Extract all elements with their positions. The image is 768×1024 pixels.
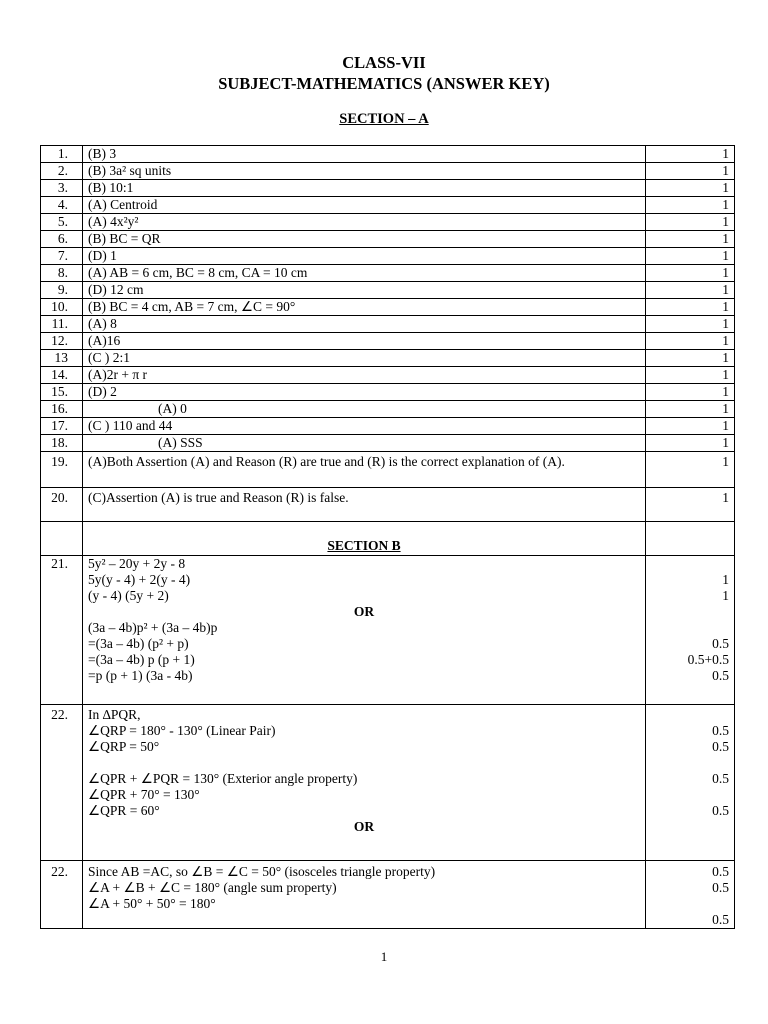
question-number: 16. (41, 401, 83, 418)
section-a-rows (41, 146, 735, 522)
answer-cell (83, 861, 646, 929)
marks-cell: 1 (646, 248, 735, 265)
marks-cell: 1 (646, 333, 735, 350)
mark: 1 (722, 572, 729, 587)
answer-cell: (B) 3 (83, 146, 646, 163)
page-number: 1 (380, 949, 388, 964)
marks-cell: 1 (646, 282, 735, 299)
question-number: 21. (41, 556, 83, 705)
question-row (41, 316, 735, 333)
question-number: 22. (41, 861, 83, 929)
section-b-heading: SECTION B (83, 522, 646, 556)
question-number: 18. (41, 435, 83, 452)
marks-cell: 1 (646, 350, 735, 367)
or-label: OR (353, 604, 375, 619)
mark: 0.5 (712, 739, 729, 754)
question-row (41, 146, 735, 163)
mark: 0.5 (712, 723, 729, 738)
question-22-alt-row (41, 861, 735, 929)
mark: 0.5 (712, 668, 729, 683)
question-number: 6. (41, 231, 83, 248)
step-line: ∠QRP = 50° (88, 739, 160, 754)
step-line: Since AB =AC, so ∠B = ∠C = 50° (isosceles triangle property) (88, 864, 436, 879)
answer-cell: (B) 3a² sq units (83, 163, 646, 180)
answer-cell: (D) 1 (83, 248, 646, 265)
question-number: 5. (41, 214, 83, 231)
question-number: 3. (41, 180, 83, 197)
question-row (41, 401, 735, 418)
marks-cell: 1 (646, 299, 735, 316)
answer-cell: (A) 0 (83, 401, 646, 418)
answer-cell: (A) Centroid (83, 197, 646, 214)
question-number: 8. (41, 265, 83, 282)
step-line: ∠QPR + ∠PQR = 130° (Exterior angle property) (88, 771, 358, 786)
question-row (41, 231, 735, 248)
question-number: 17. (41, 418, 83, 435)
step-line: (y - 4) (5y + 2) (88, 588, 169, 603)
marks-cell: 1 (646, 488, 735, 522)
answer-cell: (D) 12 cm (83, 282, 646, 299)
mark: 0.5 (712, 636, 729, 651)
step-line: =p (p + 1) (3a - 4b) (88, 668, 193, 683)
question-number: 7. (41, 248, 83, 265)
answer-cell: (A) 8 (83, 316, 646, 333)
answer-key-table (40, 145, 735, 929)
question-number: 14. (41, 367, 83, 384)
question-row (41, 214, 735, 231)
mark: 0.5 (712, 880, 729, 895)
subject-title: SUBJECT-MATHEMATICS (ANSWER KEY) (218, 74, 550, 93)
mark: 0.5+0.5 (687, 652, 729, 667)
or-label: OR (353, 819, 375, 834)
section-b (41, 522, 735, 929)
answer-cell: (C ) 2:1 (83, 350, 646, 367)
step-line: 5y(y - 4) + 2(y - 4) (88, 572, 191, 587)
mark: 0.5 (712, 803, 729, 818)
question-21-row (41, 556, 735, 705)
answer-cell: (A)16 (83, 333, 646, 350)
step-line: ∠QPR = 60° (88, 803, 160, 818)
mark: 1 (722, 588, 729, 603)
question-row (41, 180, 735, 197)
marks-cell: 1 (646, 197, 735, 214)
step-line: ∠QRP = 180° - 130° (Linear Pair) (88, 723, 276, 738)
answer-cell: (B) 10:1 (83, 180, 646, 197)
question-row (41, 282, 735, 299)
question-number: 11. (41, 316, 83, 333)
answer-cell: (C)Assertion (A) is true and Reason (R) is false. (83, 488, 646, 522)
question-row (41, 488, 735, 522)
marks-cell: 1 (646, 180, 735, 197)
marks-cell: 1 (646, 452, 735, 488)
question-row (41, 384, 735, 401)
question-number: 2. (41, 163, 83, 180)
class-title: CLASS-VII (342, 53, 426, 72)
question-row (41, 333, 735, 350)
question-number: 4. (41, 197, 83, 214)
section-b-row (41, 522, 735, 556)
marks-cell: 1 (646, 163, 735, 180)
step-line: (3a – 4b)p² + (3a – 4b)p (88, 620, 218, 635)
marks-cell: 1 (646, 401, 735, 418)
question-22-row (41, 705, 735, 861)
question-number: 13 (41, 350, 83, 367)
question-row (41, 248, 735, 265)
marks-cell: 1 (646, 231, 735, 248)
question-row (41, 452, 735, 488)
marks-cell (646, 556, 735, 705)
answer-cell: (B) BC = 4 cm, AB = 7 cm, ∠C = 90° (83, 299, 646, 316)
question-number: 20. (41, 488, 83, 522)
marks-cell: 1 (646, 316, 735, 333)
step-line: =(3a – 4b) p (p + 1) (88, 652, 195, 667)
question-row (41, 197, 735, 214)
question-number: 1. (41, 146, 83, 163)
marks-cell: 1 (646, 367, 735, 384)
question-number: 19. (41, 452, 83, 488)
mark: 0.5 (712, 771, 729, 786)
marks-cell: 1 (646, 384, 735, 401)
marks-cell: 1 (646, 146, 735, 163)
marks-cell (646, 705, 735, 861)
answer-cell: (D) 2 (83, 384, 646, 401)
answer-cell: (A) AB = 6 cm, BC = 8 cm, CA = 10 cm (83, 265, 646, 282)
answer-cell (83, 705, 646, 861)
question-number: 15. (41, 384, 83, 401)
answer-cell: (A) 4x²y² (83, 214, 646, 231)
answer-cell: (A) SSS (83, 435, 646, 452)
question-row (41, 299, 735, 316)
mark: 0.5 (712, 864, 729, 879)
answer-cell: (A)Both Assertion (A) and Reason (R) are true and (R) is the correct explanation of (A). (83, 452, 646, 488)
marks-cell: 1 (646, 435, 735, 452)
question-row (41, 367, 735, 384)
question-number: 12. (41, 333, 83, 350)
marks-cell: 1 (646, 265, 735, 282)
question-number: 22. (41, 705, 83, 861)
question-row (41, 435, 735, 452)
question-row (41, 265, 735, 282)
step-line: ∠A + ∠B + ∠C = 180° (angle sum property) (88, 880, 337, 895)
section-a-heading: SECTION – A (339, 111, 429, 127)
step-line: =(3a – 4b) (p² + p) (88, 636, 189, 651)
mark: 0.5 (712, 912, 729, 927)
marks-cell: 1 (646, 214, 735, 231)
answer-cell (83, 556, 646, 705)
marks-cell (646, 861, 735, 929)
marks-cell: 1 (646, 418, 735, 435)
step-line: In ∆PQR, (88, 707, 141, 722)
step-line: ∠A + 50° + 50° = 180° (88, 896, 216, 911)
answer-cell: (A)2r + π r (83, 367, 646, 384)
question-number: 10. (41, 299, 83, 316)
question-number: 9. (41, 282, 83, 299)
step-line: 5y² – 20y + 2y - 8 (88, 556, 186, 571)
question-row (41, 350, 735, 367)
step-line: ∠QPR + 70° = 130° (88, 787, 200, 802)
answer-cell: (B) BC = QR (83, 231, 646, 248)
question-row (41, 163, 735, 180)
question-row (41, 418, 735, 435)
answer-cell: (C ) 110 and 44 (83, 418, 646, 435)
